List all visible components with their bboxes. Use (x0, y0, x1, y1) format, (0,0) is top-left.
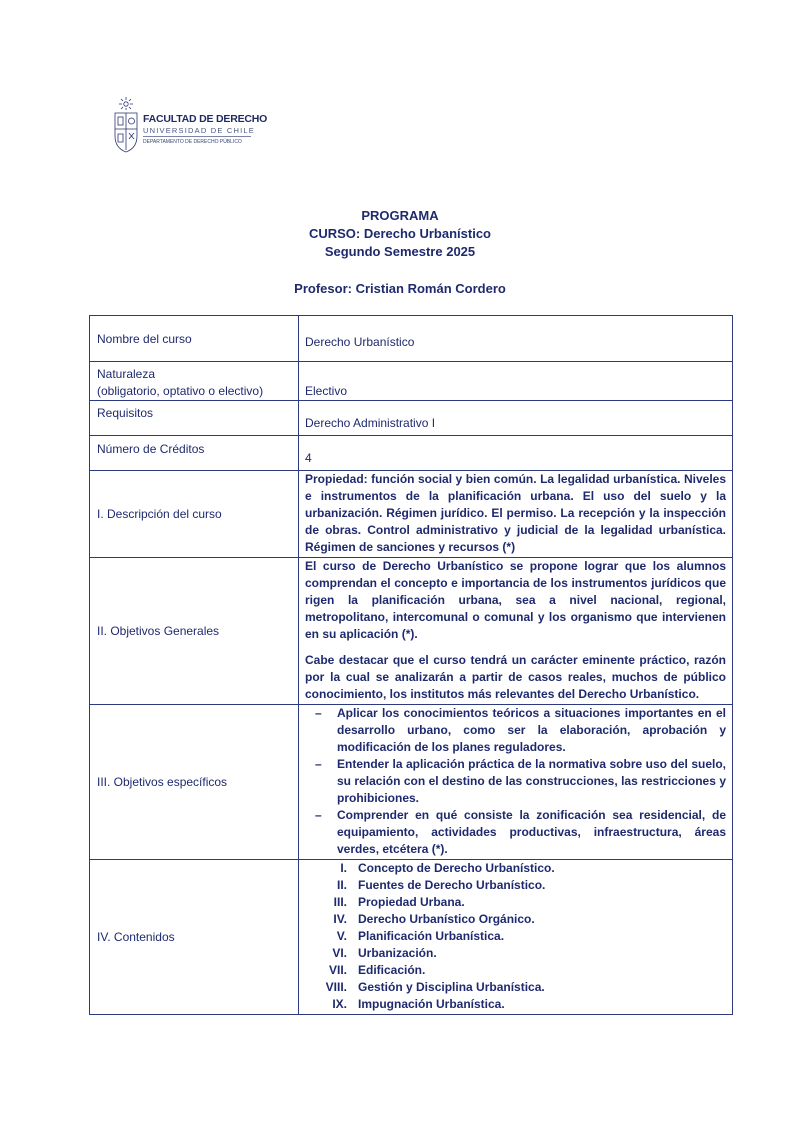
list-item (305, 962, 726, 979)
list-item-text: Concepto de Derecho Urbanístico. (358, 861, 555, 875)
descripcion-text: Propiedad: función social y bien común. La legalidad urbanística. Niveles e instrumentos de la planificación urbana. El uso del suelo y la urbanización. Régimen jurídico. El permiso. La recepción y la inspección de obras. Control administrativo y judicial de la legalidad urbanística. Régimen de sanciones y recursos (*) (305, 472, 726, 554)
table-row-requisitos (90, 401, 733, 436)
semester-title: Segundo Semestre 2025 (324, 244, 476, 259)
row-value-naturaleza (299, 362, 733, 401)
logo-department-name: DEPARTAMENTO DE DERECHO PÚBLICO (143, 139, 242, 145)
row-value-nombre (299, 316, 733, 362)
faculty-logo (112, 96, 268, 154)
table-row-contenidos (90, 860, 733, 1015)
program-table (89, 315, 733, 1015)
logo-university-name: UNIVERSIDAD DE CHILE (143, 126, 255, 135)
contenidos-label: IV. Contenidos (97, 929, 175, 944)
list-item-number: II. (336, 878, 347, 892)
list-item-number: VIII. (325, 980, 347, 994)
row-label-objetivos-especificos (90, 705, 299, 860)
list-item-text: Planificación Urbanística. (358, 929, 505, 943)
nombre-label: Nombre del curso (97, 332, 192, 346)
row-label-naturaleza (90, 362, 299, 401)
row-label-objetivos-generales (90, 558, 299, 705)
logo-divider (143, 136, 251, 137)
row-value-creditos (299, 436, 733, 471)
list-item-number: VI. (332, 946, 347, 960)
row-value-requisitos (299, 401, 733, 436)
objetivos-generales-paragraph-1: El curso de Derecho Urbanístico se propone lograr que los alumnos comprendan el concepto e importancia de los instrumentos jurídicos que rigen la planificación urbana, sea a nivel nacional, regional, metropolitano, intercomunal o comunal y los organismo que intervienen en su aplicación (*). (305, 559, 726, 641)
row-label-requisitos (90, 401, 299, 436)
list-item-text: Gestión y Disciplina Urbanística. (358, 980, 545, 994)
list-item (305, 979, 726, 996)
list-item (305, 756, 726, 807)
list-item-text: Comprender en qué consiste la zonificación sea residencial, de equipamiento, actividades productivas, infraestructura, áreas verdes, etcétera (*). (337, 808, 726, 856)
naturaleza-label-line1: Naturaleza (97, 367, 156, 381)
list-item (305, 705, 726, 756)
university-crest-icon (112, 96, 140, 154)
table-row-creditos (90, 436, 733, 471)
list-item-number: V. (336, 929, 347, 943)
list-item-text: Edificación. (358, 963, 426, 977)
logo-faculty-name: FACULTAD DE DERECHO (143, 113, 268, 125)
list-item (305, 911, 726, 928)
dash-marker: – (315, 757, 322, 771)
row-value-objetivos-especificos (299, 705, 733, 860)
table-row-descripcion (90, 471, 733, 558)
list-item-text: Impugnación Urbanística. (358, 997, 505, 1011)
dash-marker: – (315, 808, 322, 822)
list-item (305, 860, 726, 877)
naturaleza-value: Electivo (305, 384, 348, 398)
list-item (305, 945, 726, 962)
list-item-number: III. (333, 895, 347, 909)
contenidos-list (305, 860, 726, 1013)
nombre-value: Derecho Urbanístico (305, 335, 415, 349)
list-item-number: IV. (333, 912, 347, 926)
list-item (305, 928, 726, 945)
list-item (305, 894, 726, 911)
list-item-text: Urbanización. (358, 946, 437, 960)
creditos-value: 4 (305, 451, 312, 465)
table-row-nombre (90, 316, 733, 362)
objetivos-especificos-label: III. Objetivos específicos (97, 774, 228, 789)
row-label-contenidos (90, 860, 299, 1015)
requisitos-label: Requisitos (97, 406, 154, 420)
naturaleza-label-line2: (obligatorio, optativo o electivo) (97, 384, 264, 398)
row-label-descripcion (90, 471, 299, 558)
list-item (305, 996, 726, 1013)
list-item-number: I. (340, 861, 347, 875)
table-row-objetivos-especificos (90, 705, 733, 860)
list-item-number: VII. (328, 963, 347, 977)
requisitos-value: Derecho Administrativo I (305, 416, 436, 430)
professor-name: Profesor: Cristian Román Cordero (294, 281, 506, 296)
row-value-contenidos (299, 860, 733, 1015)
program-heading: PROGRAMA (361, 208, 439, 223)
table-row-naturaleza (90, 362, 733, 401)
list-item-number: IX. (332, 997, 347, 1011)
list-item (305, 877, 726, 894)
row-label-nombre (90, 316, 299, 362)
list-item (305, 807, 726, 858)
descripcion-label: I. Descripción del curso (97, 506, 222, 521)
list-item-text: Derecho Urbanístico Orgánico. (358, 912, 535, 926)
row-value-descripcion (299, 471, 733, 558)
table-row-objetivos-generales (90, 558, 733, 705)
row-value-objetivos-generales (299, 558, 733, 705)
list-item-text: Entender la aplicación práctica de la normativa sobre uso del suelo, su relación con el destino de las construcciones, las restricciones y prohibiciones. (337, 757, 726, 805)
list-item-text: Fuentes de Derecho Urbanístico. (358, 878, 546, 892)
creditos-label: Número de Créditos (97, 442, 205, 456)
objetivos-generales-label: II. Objetivos Generales (97, 623, 220, 638)
course-title: CURSO: Derecho Urbanístico (308, 226, 492, 241)
list-item-text: Aplicar los conocimientos teóricos a situaciones importantes en el desarrollo urbano, como ser la elaboración, aprobación y modificación de los planes reguladores. (337, 706, 726, 754)
row-label-creditos (90, 436, 299, 471)
objetivos-especificos-list (305, 705, 726, 858)
dash-marker: – (315, 706, 322, 720)
list-item-text: Propiedad Urbana. (358, 895, 465, 909)
objetivos-generales-paragraph-2: Cabe destacar que el curso tendrá un carácter eminente práctico, razón por la cual se analizarán a partir de casos reales, muchos de público conocimiento, los institutos más relevantes del Derecho Urbanístico. (305, 653, 726, 701)
